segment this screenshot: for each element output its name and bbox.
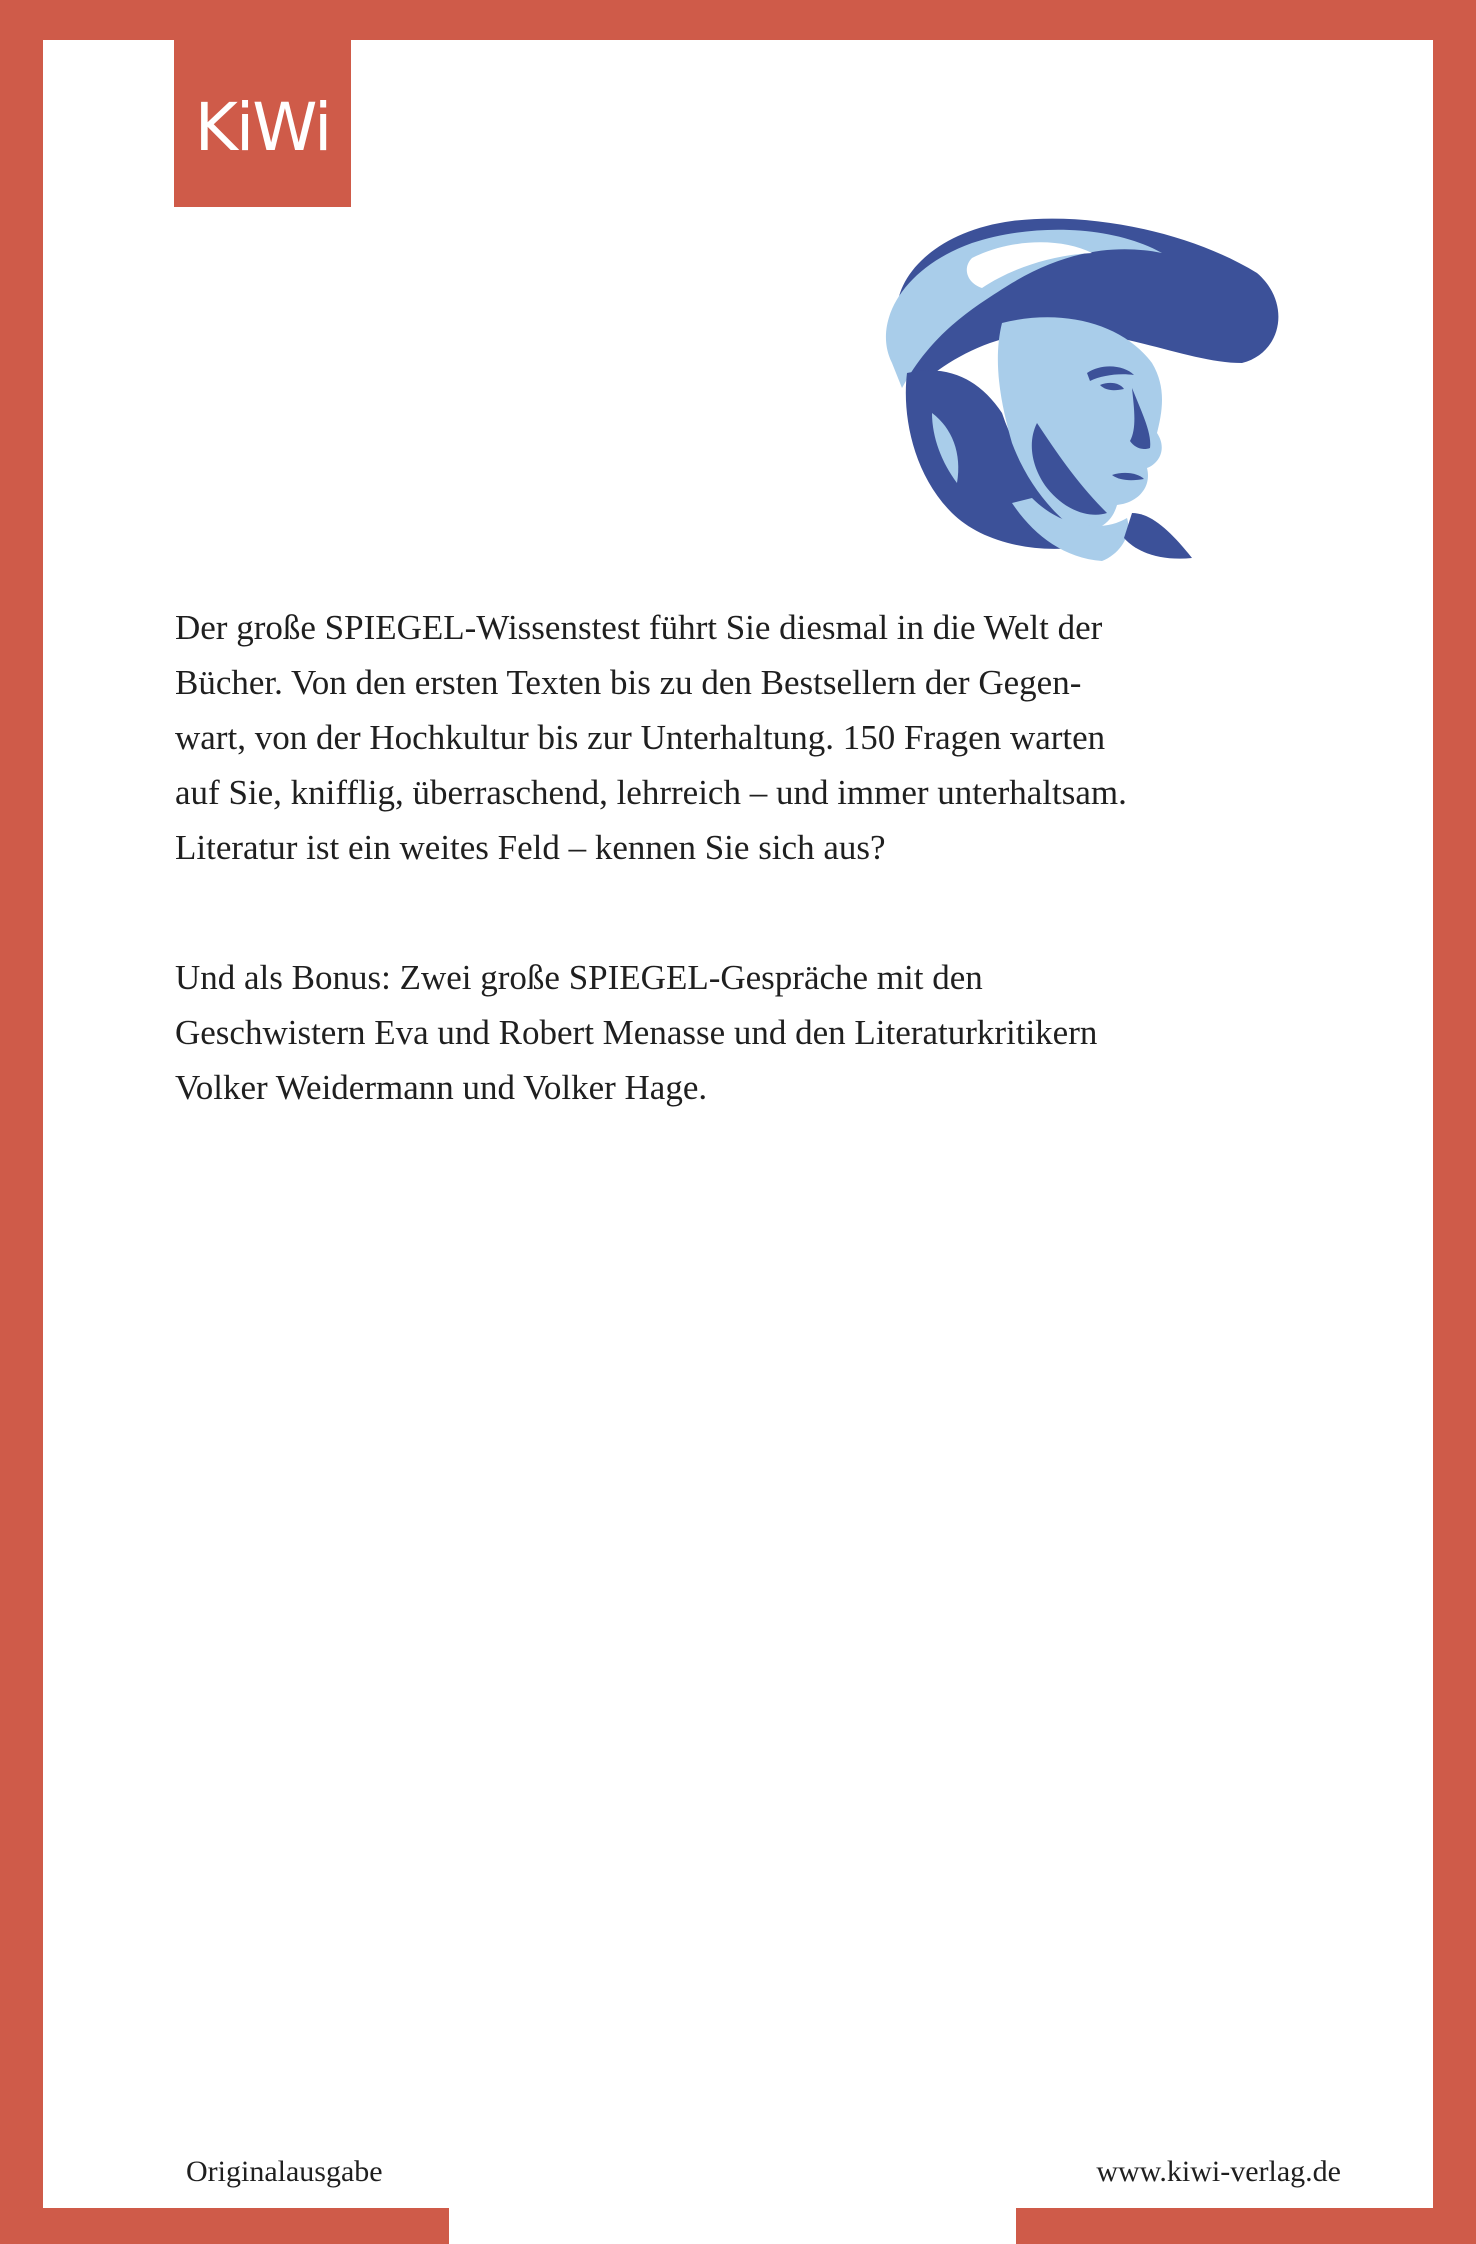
kiwi-logo: KiWi xyxy=(174,40,351,207)
publisher-website: www.kiwi-verlag.de xyxy=(1096,2155,1341,2188)
description-line: auf Sie, knifflig, überraschend, lehrreich – und immer unterhaltsam. xyxy=(175,773,1127,812)
frame-bottom-gap xyxy=(449,2208,1016,2244)
description-line: Der große SPIEGEL-Wissenstest führt Sie diesmal in die Welt der xyxy=(175,608,1103,647)
edition-label: Originalausgabe xyxy=(186,2155,383,2188)
frame-bottom-right xyxy=(1016,2208,1433,2244)
description-line: Volker Weidermann und Volker Hage. xyxy=(175,1068,708,1107)
description-line: wart, von der Hochkultur bis zur Unterhaltung. 150 Fragen warten xyxy=(175,718,1106,757)
description-line: Geschwistern Eva und Robert Menasse und den Literaturkritikern xyxy=(175,1013,1098,1052)
description-paragraph-2 xyxy=(175,950,1325,1115)
frame-bottom-left xyxy=(43,2208,449,2244)
goethe-portrait-icon xyxy=(862,213,1280,563)
description-line: Literatur ist ein weites Feld – kennen Sie sich aus? xyxy=(175,828,886,867)
description-paragraph-1 xyxy=(175,600,1325,875)
description-line: Und als Bonus: Zwei große SPIEGEL-Gespräche mit den xyxy=(175,958,983,997)
description-line: Bücher. Von den ersten Texten bis zu den Bestsellern der Gegen- xyxy=(175,663,1082,702)
